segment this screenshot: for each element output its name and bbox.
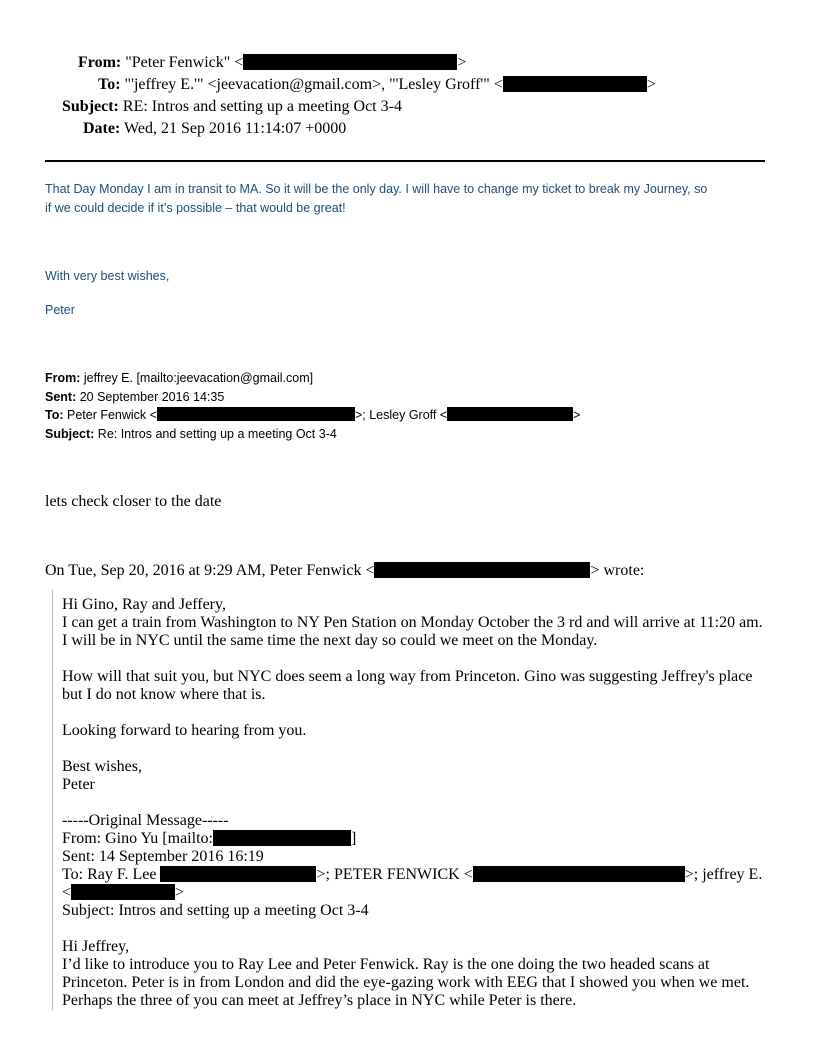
attribution-end: > wrote:	[590, 562, 645, 579]
header-divider	[45, 160, 765, 162]
redaction-bar	[503, 76, 647, 92]
header-subject-label: Subject:	[62, 98, 119, 115]
orig-from-start: From: Gino Yu [mailto:	[62, 830, 213, 847]
quoted-greeting: Hi Gino, Ray and Jeffery,	[62, 596, 226, 613]
quoted-closing: Best wishes,	[62, 758, 142, 775]
header-from-value: "Peter Fenwick" <	[125, 54, 244, 71]
orig-to-line2-start: <	[62, 884, 72, 901]
forward-to-tail: >	[573, 408, 581, 422]
orig-to-row	[62, 866, 792, 884]
reply-body	[45, 180, 785, 218]
header-to-row	[98, 74, 656, 96]
forward-from-value: jeffrey E. [mailto:jeevacation@gmail.com]	[80, 371, 314, 385]
header-date-label: Date:	[83, 120, 121, 137]
forward-header	[45, 369, 785, 443]
quoted-line: How will that suit you, but NYC does seem a long way from Princeton. Gino was suggesting Jeffrey's place	[62, 668, 753, 685]
header-from-row	[78, 52, 466, 74]
forward-to-label: To:	[45, 408, 64, 422]
reply-line: if we could decide if it’s possible – that would be great!	[45, 201, 346, 215]
orig-greeting: Hi Jeffrey,	[62, 938, 130, 955]
redaction-bar	[213, 830, 351, 846]
quoted-signature: Peter	[62, 776, 95, 793]
orig-from-row	[62, 830, 792, 848]
orig-to-start: To: Ray F. Lee	[62, 866, 161, 883]
header-date-value: Wed, 21 Sep 2016 11:14:07 +0000	[124, 120, 347, 137]
header-subject-row	[62, 96, 402, 118]
email-header	[0, 52, 816, 142]
forward-sent-row	[45, 388, 785, 407]
orig-body-line: I’d like to introduce you to Ray Lee and Peter Fenwick. Ray is the one doing the two headed scans at	[62, 956, 710, 973]
redaction-bar	[157, 407, 355, 421]
redaction-bar	[374, 562, 590, 578]
orig-to-line2-end: >	[175, 884, 185, 901]
header-from-tail: >	[457, 54, 467, 71]
orig-body-line: Perhaps the three of you can meet at Jeffrey’s place in NYC while Peter is there.	[62, 992, 577, 1009]
redaction-bar	[160, 866, 316, 882]
quote-attribution	[45, 562, 644, 580]
orig-subject-row: Subject: Intros and setting up a meeting Oct 3-4	[62, 902, 369, 919]
forward-to-value: Peter Fenwick <	[63, 408, 157, 422]
reply-closing: With very best wishes,	[45, 269, 170, 283]
reply-signature: Peter	[45, 303, 75, 317]
orig-from-end: ]	[350, 830, 357, 847]
header-date-row	[83, 118, 346, 140]
quoted-thread	[52, 590, 792, 1010]
quoted-line: I can get a train from Washington to NY Pen Station on Monday October the 3 rd and will arrive at 11:20 am.	[62, 614, 763, 631]
redaction-bar	[243, 54, 457, 70]
forward-sent-value: 20 September 2016 14:35	[76, 389, 225, 404]
header-subject-value: RE: Intros and setting up a meeting Oct 3-4	[122, 98, 402, 115]
reply-line: That Day Monday I am in transit to MA. So it will be the only day. I will have to change my ticket to break my Journey, so	[45, 182, 708, 196]
forward-from-label: From:	[45, 371, 81, 385]
forward-from-row	[45, 369, 785, 388]
forward-sent-label: Sent:	[45, 389, 77, 404]
header-to-label: To:	[98, 76, 121, 93]
orig-to-end: >; jeffrey E.	[684, 866, 763, 883]
forward-to-row	[45, 406, 785, 425]
forward-subject-value: Re: Intros and setting up a meeting Oct 3-4	[94, 426, 337, 441]
orig-sent-row: Sent: 14 September 2016 16:19	[62, 848, 264, 865]
forward-subject-row	[45, 425, 785, 444]
forward-to-mid: >; Lesley Groff <	[354, 408, 448, 422]
header-to-value: "'jeffrey E.'" <jeevacation@gmail.com>, "'Lesley Groff'" <	[124, 76, 503, 93]
quoted-line: I will be in NYC until the same time the next day so could we meet on the Monday.	[62, 632, 598, 649]
redaction-bar	[447, 407, 573, 421]
quoted-line: Looking forward to hearing from you.	[62, 722, 307, 739]
jeffrey-body: lets check closer to the date	[45, 493, 222, 510]
header-from-label: From:	[78, 54, 122, 71]
forward-subject-label: Subject:	[45, 426, 95, 441]
redaction-bar	[473, 866, 685, 882]
quoted-line: but I do not know where that is.	[62, 686, 266, 703]
orig-to-mid: >; PETER FENWICK <	[316, 866, 473, 883]
redaction-bar	[71, 884, 175, 900]
orig-body-line: Princeton. Peter is in from London and did the eye-gazing work with EEG that I showed you when we met.	[62, 974, 750, 991]
orig-to-row-2	[62, 884, 792, 902]
original-message-marker: -----Original Message-----	[62, 812, 229, 829]
attribution-start: On Tue, Sep 20, 2016 at 9:29 AM, Peter Fenwick <	[45, 562, 375, 579]
header-to-tail: >	[646, 76, 656, 93]
